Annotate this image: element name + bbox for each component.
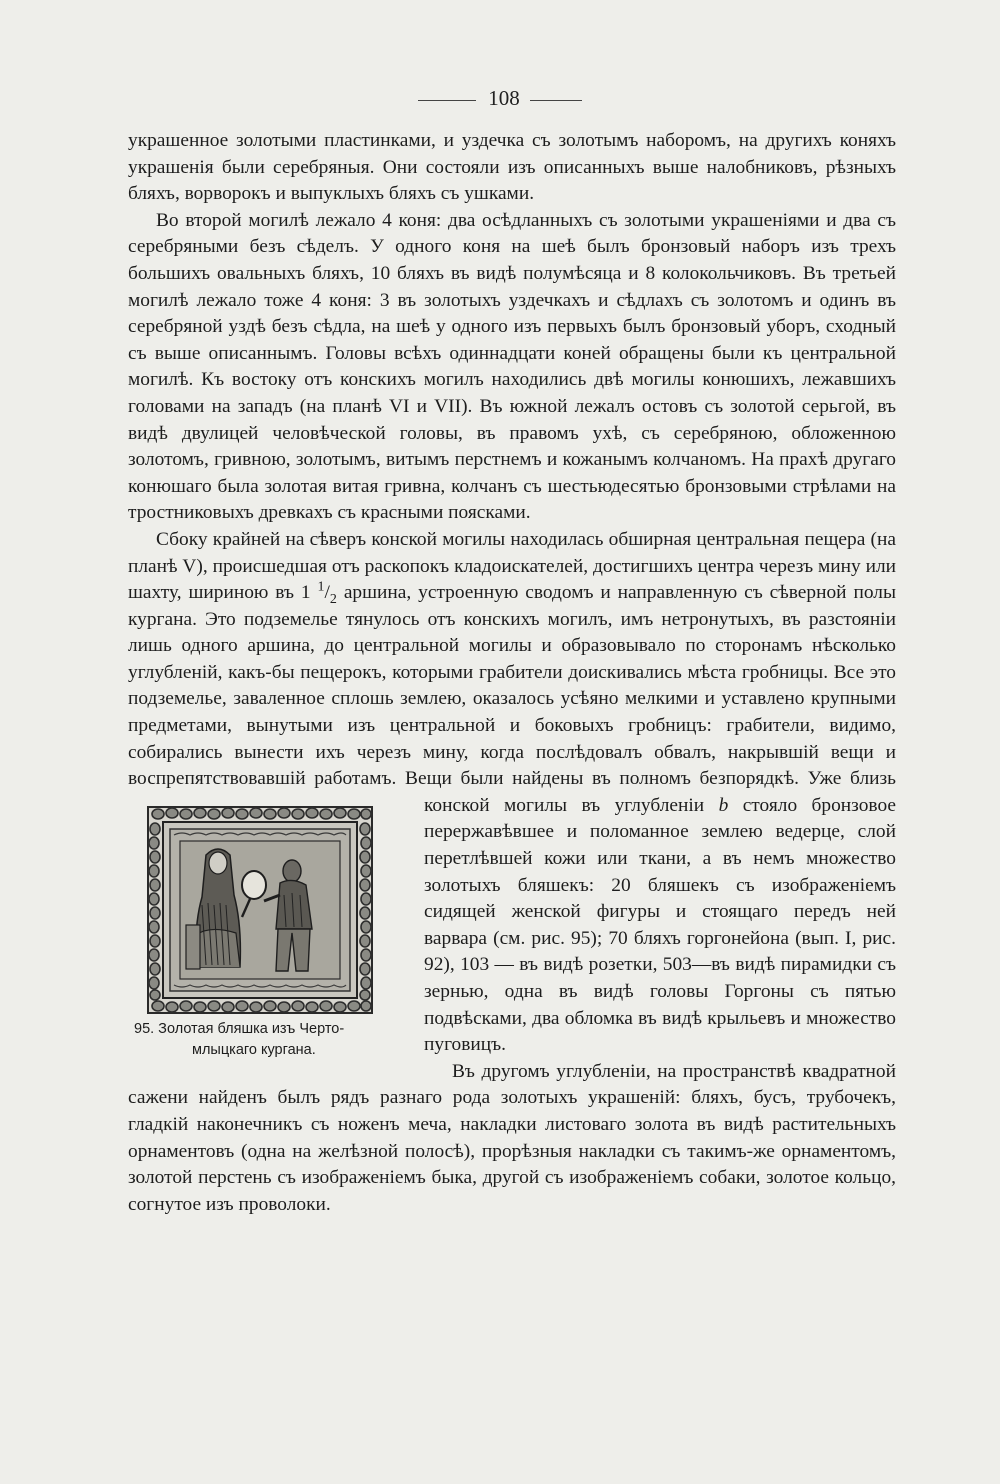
fraction-denominator: 2 — [329, 591, 337, 607]
paragraph-1: украшенное золотыми пластинками, и уздечка съ золотымъ наборомъ, на другихъ коняхъ украшенія были серебряныя. Они состояли изъ описанныхъ выше налобниковъ, рѣзныхъ бляхъ, ворворокъ и выпуклыхъ бляхъ съ ушками. — [128, 130, 896, 205]
fraction-numerator: 1 — [317, 579, 325, 595]
page-number: 108 — [488, 86, 520, 110]
caption-line-2: млыцкаго кургана. — [192, 1042, 316, 1059]
paragraph-3-end: стояло бронзовое перержавѣвшее и поломанное землею ведерце, слой перетлѣвшей кожи или ткани, а въ немъ множество золотыхъ бляшекъ: 20 бляшекъ съ изображеніемъ сидящей женской фигуры и стоящаго передъ ней варвара (см. рис. 95); 70 бляхъ горгонейона (вып. I, рис. 92), 103 — въ видѣ розетки, 503—въ видѣ пирамидки съ зернью, одна въ видѣ головы Горгоны съ пятью подвѣсками, два обломка въ видѣ крыльевъ и множество пуговицъ. — [424, 794, 896, 1056]
paragraph-4: Въ другомъ углубленіи, на пространствѣ квадратной сажени найденъ былъ рядъ разнаго рода золотыхъ украшеній: бляхъ, бусъ, трубочекъ, гладкій наконечникъ съ ноженъ меча, накладки листоваго золота въ видѣ растительныхъ орнаментовъ (одна на желѣзной полосѣ), прорѣзныя накладки съ такимъ-же орнаментомъ, золотой перстень съ изображеніемъ быка, другой съ изображеніемъ собаки, золотое кольцо, согнутое изъ проволоки. — [128, 1060, 896, 1215]
body-text — [128, 128, 896, 1218]
gold-plaque-figure — [146, 805, 374, 1015]
header-rule-left — [418, 100, 476, 101]
fraction-slash: / — [324, 582, 330, 604]
paragraph-3-middle: аршина, устроенную сводомъ и направленную съ сѣверной полы кургана. Это подземелье тянулось отъ конскихъ могилъ, имъ нетронутыхъ, въ разстояніи лишь одного аршина, до центральной могилы и образовывало по сторонамъ нѣсколько углубленій, какъ-бы пещерокъ, которыми грабители доискивались мѣста гробницы. Все это подземелье, заваленное сплошь землею, оказалось усѣяно мелкими и уставлено крупными предметами, вынутыми изъ центральной и боковыхъ гробницъ: грабители, видимо, собирались вынести ихъ черезъ мину, когда послѣдовалъ обвалъ, накрывшій вещи и воспрепятствовавшій работамъ. Вещи были найдены въ полномъ безпорядкѣ. Уже близь конской могилы въ углубленіи — [128, 582, 896, 816]
fraction-integer: 1 — [300, 582, 311, 604]
page-header — [0, 86, 1000, 111]
paragraph-3-start: Сбоку крайней на сѣверъ конской могилы находилась обширная центральная пещера (на планѣ V), происшедшая отъ раскопокъ кладоискателей, достигшихъ центра черезъ мину или шахту, шириною въ — [128, 528, 896, 604]
paragraph-3 — [128, 527, 896, 1059]
paragraph-3-letter-b: b — [718, 794, 729, 816]
caption-line-1: 95. Золотая бляшка изъ Черто- — [134, 1020, 345, 1037]
figure-caption — [128, 1021, 404, 1060]
figure-95 — [128, 793, 404, 1060]
header-rule-right — [530, 100, 582, 101]
paragraph-2: Во второй могилѣ лежало 4 коня: два осѣдланныхъ съ золотыми украшеніями и два съ серебряными безъ сѣделъ. У одного коня на шеѣ былъ бронзовый наборъ изъ трехъ большихъ овальныхъ бляхъ, 10 бляхъ въ видѣ полумѣсяца и 8 колокольчиковъ. Въ третьей могилѣ лежало тоже 4 коня: 3 въ золотыхъ уздечкахъ и сѣдлахъ съ золотомъ и одинъ въ серебряной уздѣ безъ сѣдла, на шеѣ у одного изъ первыхъ былъ бронзовый уборъ, сходный съ выше описаннымъ. Головы всѣхъ одиннадцати коней обращены были къ центральной могилѣ. Къ востоку отъ конскихъ могилъ находились двѣ могилы конюшихъ, лежавшихъ головами на западъ (на планѣ VI и VII). Въ южной лежалъ остовъ съ золотой серьгой, въ видѣ двулицей человѣческой головы, въ правомъ ухѣ, съ серебряною, обложенною золотомъ, гривною, золотымъ, витымъ перстнемъ и кожанымъ колчаномъ. На прахѣ другаго конюшаго была золотая витая гривна, колчанъ съ шестьюдесятью бронзовыми стрѣлами на тростниковыхъ древкахъ съ красными поясками. — [128, 209, 896, 524]
